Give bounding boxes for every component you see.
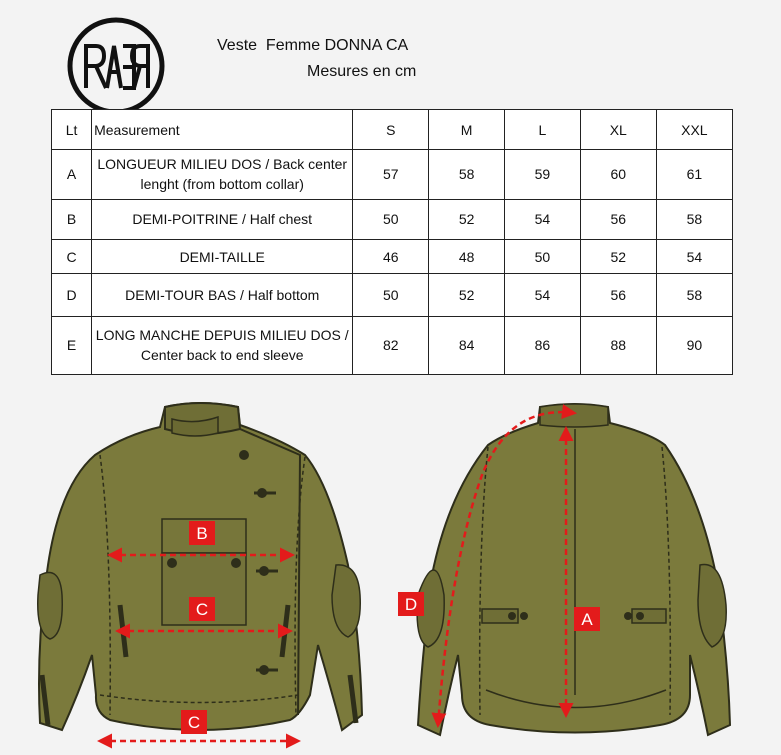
page-title: Veste Femme DONNA CA bbox=[217, 37, 409, 54]
value-cell: 57 bbox=[353, 150, 429, 199]
table-row bbox=[52, 199, 733, 239]
value-cell: 60 bbox=[580, 150, 656, 199]
value-cell: 52 bbox=[429, 274, 505, 316]
row-measurement: LONG MANCHE DEPUIS MILIEU DOS / Center back to end sleeve bbox=[92, 316, 353, 374]
value-cell: 54 bbox=[505, 274, 581, 316]
header-cell-xl: XL bbox=[580, 110, 656, 150]
value-cell: 56 bbox=[580, 274, 656, 316]
value-cell: 86 bbox=[505, 316, 581, 374]
value-cell: 58 bbox=[656, 199, 732, 239]
value-cell: 56 bbox=[580, 199, 656, 239]
table-row bbox=[52, 274, 733, 316]
value-cell: 52 bbox=[580, 239, 656, 273]
measure-label-d bbox=[398, 592, 424, 616]
header-cell-l: L bbox=[505, 110, 581, 150]
row-measurement: DEMI-TAILLE bbox=[92, 239, 353, 273]
value-cell: 50 bbox=[353, 199, 429, 239]
value-cell: 84 bbox=[429, 316, 505, 374]
measure-label-a-text: A bbox=[581, 610, 593, 629]
measure-label-c-bottom-text: C bbox=[187, 713, 201, 732]
value-cell: 58 bbox=[656, 274, 732, 316]
measure-label-c-bottom bbox=[181, 710, 207, 734]
row-measurement: DEMI-TOUR BAS / Half bottom bbox=[92, 274, 353, 316]
row-letter: E bbox=[52, 316, 92, 374]
measure-label-c bbox=[189, 597, 215, 621]
value-cell: 50 bbox=[505, 239, 581, 273]
measure-label-a bbox=[574, 607, 600, 631]
header-cell-m: M bbox=[429, 110, 505, 150]
value-cell: 90 bbox=[656, 316, 732, 374]
measure-label-b-text: B bbox=[196, 524, 208, 543]
row-letter: A bbox=[52, 150, 92, 199]
measure-label-d-text: D bbox=[404, 595, 418, 614]
row-measurement: DEMI-POITRINE / Half chest bbox=[92, 199, 353, 239]
row-letter: B bbox=[52, 199, 92, 239]
page-subtitle: Mesures en cm bbox=[307, 63, 417, 80]
table-row bbox=[52, 239, 733, 273]
row-letter: C bbox=[52, 239, 92, 273]
header-cell-s: S bbox=[353, 110, 429, 150]
header-cell-measurement: Measurement bbox=[92, 110, 353, 150]
value-cell: 50 bbox=[353, 274, 429, 316]
table-header-row bbox=[52, 110, 733, 150]
value-cell: 54 bbox=[656, 239, 732, 273]
value-cell: 52 bbox=[429, 199, 505, 239]
row-measurement: LONGUEUR MILIEU DOS / Back center lenght (from bottom collar) bbox=[92, 150, 353, 199]
jacket-diagram bbox=[0, 395, 781, 755]
row-letter: D bbox=[52, 274, 92, 316]
value-cell: 61 bbox=[656, 150, 732, 199]
value-cell: 46 bbox=[353, 239, 429, 273]
header-cell-lt: Lt bbox=[52, 110, 92, 150]
value-cell: 82 bbox=[353, 316, 429, 374]
front-jacket bbox=[38, 403, 362, 730]
measure-label-c-text: C bbox=[195, 600, 209, 619]
value-cell: 54 bbox=[505, 199, 581, 239]
table-row bbox=[52, 150, 733, 199]
value-cell: 59 bbox=[505, 150, 581, 199]
measure-label-b bbox=[189, 521, 215, 545]
value-cell: 58 bbox=[429, 150, 505, 199]
table-row bbox=[52, 316, 733, 374]
back-jacket bbox=[417, 404, 730, 735]
size-chart-table bbox=[51, 109, 733, 375]
value-cell: 88 bbox=[580, 316, 656, 374]
brand-logo bbox=[66, 16, 166, 116]
header-cell-xxl: XXL bbox=[656, 110, 732, 150]
value-cell: 48 bbox=[429, 239, 505, 273]
